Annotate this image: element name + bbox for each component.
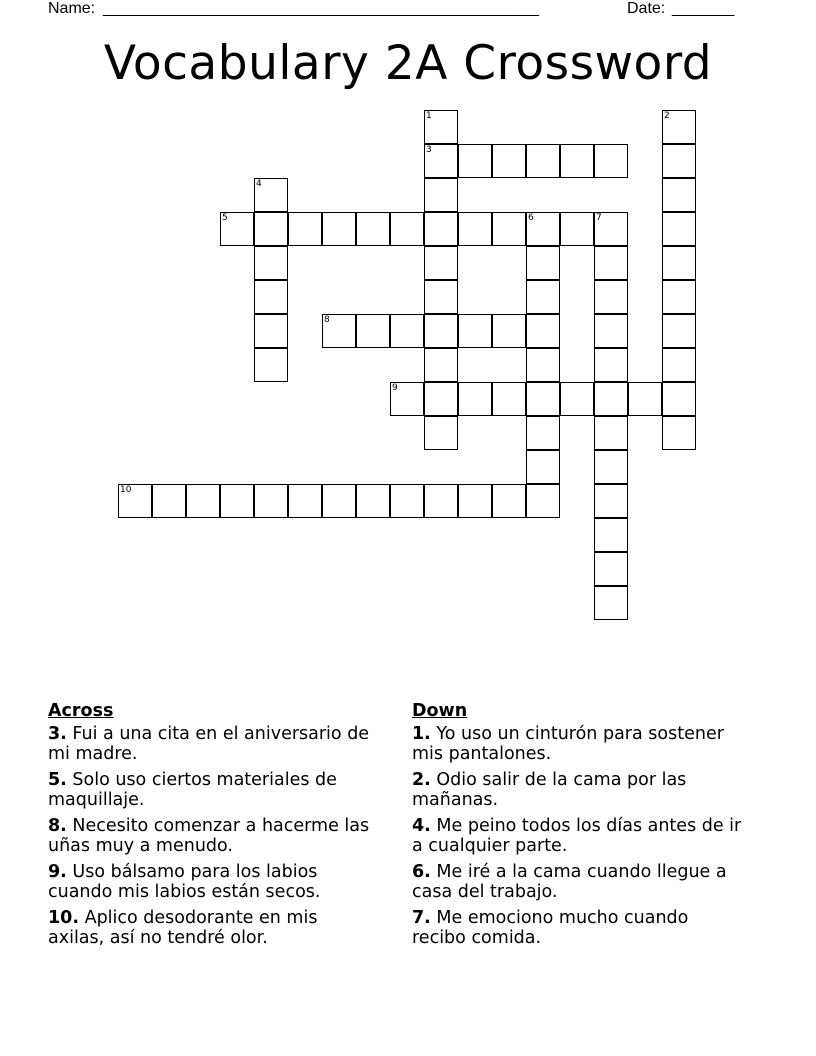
crossword-cell[interactable] xyxy=(662,416,696,450)
clue-number: 6. xyxy=(412,862,431,882)
crossword-cell[interactable] xyxy=(560,144,594,178)
crossword-cell[interactable] xyxy=(424,314,458,348)
crossword-cell[interactable] xyxy=(220,484,254,518)
crossword-cell[interactable] xyxy=(526,450,560,484)
crossword-cell[interactable] xyxy=(594,586,628,620)
crossword-cell[interactable] xyxy=(254,348,288,382)
clue-text: Odio salir de la cama por las mañanas. xyxy=(412,770,687,810)
clue-number-label: 2 xyxy=(664,111,670,121)
crossword-cell[interactable] xyxy=(662,280,696,314)
crossword-cell[interactable] xyxy=(288,212,322,246)
crossword-cell[interactable] xyxy=(424,484,458,518)
crossword-cell[interactable] xyxy=(594,246,628,280)
down-clue xyxy=(412,908,742,948)
crossword-cell[interactable] xyxy=(594,314,628,348)
crossword-cell[interactable] xyxy=(662,246,696,280)
across-clue xyxy=(48,862,378,902)
clue-number: 5. xyxy=(48,770,67,790)
clue-number-label: 8 xyxy=(324,315,330,325)
date-field[interactable]: _______ xyxy=(672,0,735,17)
down-clue xyxy=(412,816,742,856)
crossword-cell[interactable] xyxy=(424,110,458,144)
across-clue xyxy=(48,770,378,810)
clue-text: Necesito comenzar a hacerme las uñas muy a menudo. xyxy=(48,816,370,856)
clue-text: Solo uso ciertos materiales de maquillaje. xyxy=(48,770,337,810)
crossword-cell[interactable] xyxy=(424,280,458,314)
crossword-cell[interactable] xyxy=(390,484,424,518)
crossword-cell[interactable] xyxy=(390,212,424,246)
crossword-cell[interactable] xyxy=(526,246,560,280)
clue-number-label: 9 xyxy=(392,383,398,393)
down-clue xyxy=(412,770,742,810)
clue-number: 4. xyxy=(412,816,431,836)
clue-number-label: 4 xyxy=(256,179,262,189)
clue-number: 7. xyxy=(412,908,431,928)
across-clue xyxy=(48,908,378,948)
crossword-cell[interactable] xyxy=(594,518,628,552)
clue-text: Fui a una cita en el aniversario de mi madre. xyxy=(48,724,370,764)
across-clues xyxy=(48,701,378,954)
clue-number: 1. xyxy=(412,724,431,744)
crossword-cell[interactable] xyxy=(526,416,560,450)
crossword-cell[interactable] xyxy=(220,212,254,246)
clue-text: Uso bálsamo para los labios cuando mis labios están secos. xyxy=(48,862,321,902)
clue-number: 10. xyxy=(48,908,80,928)
crossword-cell[interactable] xyxy=(594,144,628,178)
crossword-cell[interactable] xyxy=(390,382,424,416)
crossword-cell[interactable] xyxy=(492,484,526,518)
crossword-cell[interactable] xyxy=(254,178,288,212)
crossword-cell[interactable] xyxy=(526,314,560,348)
down-heading: Down xyxy=(412,701,468,721)
name-label: Name: xyxy=(48,0,96,17)
crossword-cell[interactable] xyxy=(594,484,628,518)
crossword-cell[interactable] xyxy=(458,212,492,246)
crossword-cell[interactable] xyxy=(356,212,390,246)
crossword-cell[interactable] xyxy=(526,348,560,382)
clue-number: 8. xyxy=(48,816,67,836)
crossword-cell[interactable] xyxy=(254,212,288,246)
clue-number-label: 7 xyxy=(596,213,602,223)
crossword-cell[interactable] xyxy=(526,144,560,178)
crossword-cell[interactable] xyxy=(152,484,186,518)
crossword-cell[interactable] xyxy=(526,382,560,416)
clue-number: 9. xyxy=(48,862,67,882)
clue-text: Me emociono mucho cuando recibo comida. xyxy=(412,908,689,948)
clue-number-label: 3 xyxy=(426,145,432,155)
crossword-cell[interactable] xyxy=(662,382,696,416)
clue-number-label: 1 xyxy=(426,111,432,121)
crossword-cell[interactable] xyxy=(458,314,492,348)
name-field[interactable]: _________________________________________________ xyxy=(103,0,540,17)
clue-number: 3. xyxy=(48,724,67,744)
clue-number-label: 5 xyxy=(222,213,228,223)
clue-text: Me iré a la cama cuando llegue a casa del trabajo. xyxy=(412,862,727,902)
crossword-cell[interactable] xyxy=(526,280,560,314)
down-clues xyxy=(412,701,742,954)
crossword-cell[interactable] xyxy=(662,144,696,178)
crossword-cell[interactable] xyxy=(662,314,696,348)
crossword-cell[interactable] xyxy=(662,178,696,212)
crossword-cell[interactable] xyxy=(424,416,458,450)
crossword-cell[interactable] xyxy=(492,314,526,348)
crossword-cell[interactable] xyxy=(628,382,662,416)
crossword-cell[interactable] xyxy=(322,212,356,246)
crossword-cell[interactable] xyxy=(594,280,628,314)
crossword-cell[interactable] xyxy=(424,246,458,280)
crossword-cell[interactable] xyxy=(662,212,696,246)
crossword-cell[interactable] xyxy=(424,348,458,382)
clue-number-label: 6 xyxy=(528,213,534,223)
crossword-cell[interactable] xyxy=(118,484,152,518)
crossword-cell[interactable] xyxy=(594,416,628,450)
crossword-cell[interactable] xyxy=(254,246,288,280)
crossword-cell[interactable] xyxy=(458,484,492,518)
crossword-cell[interactable] xyxy=(526,484,560,518)
crossword-cell[interactable] xyxy=(390,314,424,348)
clue-number-label: 10 xyxy=(120,485,132,495)
crossword-cell[interactable] xyxy=(594,382,628,416)
crossword-cell[interactable] xyxy=(662,110,696,144)
crossword-cell[interactable] xyxy=(492,212,526,246)
crossword-cell[interactable] xyxy=(560,382,594,416)
crossword-cell[interactable] xyxy=(594,552,628,586)
crossword-cell[interactable] xyxy=(424,382,458,416)
crossword-cell[interactable] xyxy=(288,484,322,518)
crossword-cell[interactable] xyxy=(186,484,220,518)
crossword-cell[interactable] xyxy=(594,212,628,246)
crossword-cell[interactable] xyxy=(594,348,628,382)
crossword-cell[interactable] xyxy=(424,178,458,212)
crossword-cell[interactable] xyxy=(458,382,492,416)
page-title: Vocabulary 2A Crossword xyxy=(103,36,713,91)
crossword-cell[interactable] xyxy=(492,382,526,416)
crossword-cell[interactable] xyxy=(322,314,356,348)
clue-number: 2. xyxy=(412,770,431,790)
crossword-cell[interactable] xyxy=(254,280,288,314)
crossword-cell[interactable] xyxy=(356,484,390,518)
crossword-cell[interactable] xyxy=(356,314,390,348)
crossword-cell[interactable] xyxy=(594,450,628,484)
clue-text: Me peino todos los días antes de ir a cualquier parte. xyxy=(412,816,742,856)
crossword-cell[interactable] xyxy=(526,212,560,246)
crossword-cell[interactable] xyxy=(492,144,526,178)
across-heading: Across xyxy=(48,701,114,721)
crossword-cell[interactable] xyxy=(662,348,696,382)
crossword-cell[interactable] xyxy=(560,212,594,246)
clue-text: Aplico desodorante en mis axilas, así no tendré olor. xyxy=(48,908,318,948)
crossword-cell[interactable] xyxy=(254,314,288,348)
across-clue xyxy=(48,816,378,856)
crossword-cell[interactable] xyxy=(424,212,458,246)
crossword-cell[interactable] xyxy=(424,144,458,178)
down-clue xyxy=(412,862,742,902)
date-label: Date: xyxy=(627,0,666,17)
down-clue xyxy=(412,724,742,764)
crossword-cell[interactable] xyxy=(322,484,356,518)
crossword-cell[interactable] xyxy=(254,484,288,518)
across-clue xyxy=(48,724,378,764)
clue-text: Yo uso un cinturón para sostener mis pantalones. xyxy=(412,724,724,764)
crossword-cell[interactable] xyxy=(458,144,492,178)
